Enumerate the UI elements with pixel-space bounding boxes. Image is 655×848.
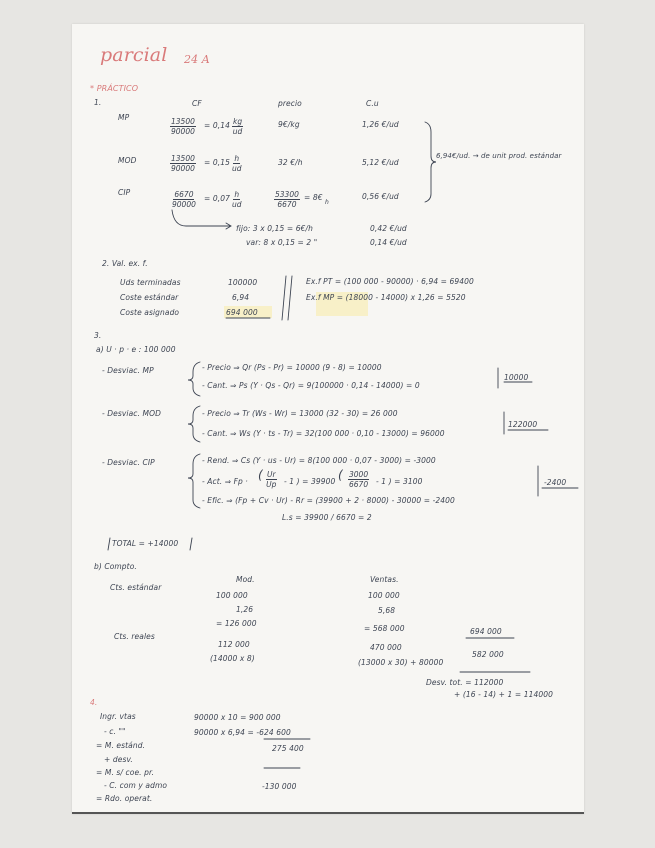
q1-row-mp-unit: $\frac{kg}{ud}$ — [232, 117, 243, 136]
q3-cip-paren-open: ( — [338, 468, 343, 482]
exam-code: 24 A — [184, 53, 210, 66]
q1-row-cip-unit: $\frac{h}{ud}$ — [232, 190, 242, 209]
q4-row-label: = Rdo. operat. — [96, 794, 153, 803]
q4-row-label: + desv. — [104, 755, 133, 764]
q1-row-mp-label: MP — [118, 113, 130, 122]
q3-mod-precio: - Precio ⇒ Tr (Ws - Wr) = 13000 (32 - 30) = 26 000 — [202, 409, 398, 418]
q4-row-label: Ingr. vtas — [100, 712, 136, 721]
q1-brace-note: 6,94€/ud. → de unit prod. estándar — [436, 152, 562, 160]
q1-row-cip-precio-fraction: $\frac{53300}{6670}$ — [275, 190, 299, 209]
q4-row-label: - C. com y admo — [104, 781, 168, 790]
brace-q3-cip — [188, 454, 200, 508]
q1-row-cip-label: CIP — [118, 188, 131, 197]
q3-cip-act: - Act. ⇒ Fp · — [202, 477, 248, 486]
q3b-ventas2-line: 470 000 — [370, 643, 402, 652]
page-title: parcial — [100, 44, 168, 66]
q3-mod-total: 122000 — [508, 420, 538, 429]
q1-row-mod-cu: 5,12 €/ud — [362, 158, 399, 167]
q3-cip-efic: - Efic. ⇒ (Fp + Cv · Ur) - Rr = (39900 + 2 · 8000) - 30000 = -2400 — [202, 496, 455, 505]
q3-mp-label: - Desviac. MP — [102, 366, 154, 375]
q3-cip-total: -2400 — [544, 478, 567, 487]
q1-row-mp-result: = 0,14 — [204, 121, 230, 130]
q4-row-calc: 90000 x 6,94 = -624 600 — [194, 728, 291, 737]
q4-row-calc: -130 000 — [262, 782, 297, 791]
q3a-title: a) U · p · e : 100 000 — [96, 345, 176, 354]
q3-number: 3. — [94, 331, 102, 340]
q1-row-mp-fraction: $\frac{13500}{90000}$ — [171, 117, 195, 136]
q3-cip-act-mid: - 1 ) = 39900 — [284, 477, 336, 486]
q3-cip-paren-open: ( — [258, 468, 263, 482]
q3b-ventas-line: = 568 000 — [364, 624, 405, 633]
brace-q3-mp — [188, 362, 200, 396]
q3b-title: b) Compto. — [94, 562, 137, 571]
q3-mod-label: - Desviac. MOD — [102, 409, 161, 418]
brace-q1 — [425, 122, 436, 202]
q1-row-cip-cu: 0,56 €/ud — [362, 192, 399, 201]
q2-row-label: Uds terminadas — [120, 278, 181, 287]
q3b-row-estandar-label: Cts. estándar — [110, 583, 162, 592]
q2-row-label: Coste estándar — [120, 293, 179, 302]
q1-row-cip-precio-unit: h — [325, 199, 329, 206]
q3b-desv2: + (16 - 14) + 1 = 114000 — [454, 690, 553, 699]
q4-number: 4. — [90, 698, 98, 707]
q4-row-label: - c. "" — [104, 727, 126, 736]
q2-exf-mp: Ex.f MP = (18000 - 14000) x 1,26 = 5520 — [306, 293, 466, 302]
q3-cip-act-fraction: $\frac{3000}{6670}$ — [349, 470, 369, 489]
q1-row-mp-cu: 1,26 €/ud — [362, 120, 399, 129]
arrow-q1 — [172, 210, 230, 226]
q3-mod-cantidad: - Cant. ⇒ Ws (Y · ts - Tr) = 32(100 000 · 0,10 - 13000) = 96000 — [202, 429, 445, 438]
q3-cip-ratio: $\frac{Ur}{Up}$ — [266, 470, 277, 489]
q3b-col-ventas: Ventas. — [370, 575, 399, 584]
q1-row-mod-label: MOD — [118, 156, 137, 165]
q2-row-value: 6,94 — [232, 293, 250, 302]
q3b-ventas-line: 5,68 — [378, 606, 396, 615]
q1-fijo: fijo: 3 x 0,15 = 6€/h — [236, 224, 313, 233]
q1-col-precio: precio — [278, 99, 302, 108]
q3b-mod-line: = 126 000 — [216, 619, 257, 628]
q2-title: 2. Val. ex. f. — [102, 259, 148, 268]
q3-mp-total: 10000 — [504, 373, 529, 382]
q3-cip-act-end: - 1 ) = 3100 — [376, 477, 423, 486]
q3-cip-label: - Desviac. CIP — [102, 458, 155, 467]
q3b-ventas2-line: (13000 x 30) + 80000 — [358, 658, 444, 667]
q4-row-label: = M. s/ coe. pr. — [96, 768, 154, 777]
q4-row-calc: 90000 x 10 = 900 000 — [194, 713, 281, 722]
q1-row-cip-fraction: $\frac{6670}{90000}$ — [172, 190, 196, 209]
q3b-mod-line: 100 000 — [216, 591, 248, 600]
q3-grand-total: TOTAL = +14000 — [112, 539, 179, 548]
q1-row-mod-fraction: $\frac{13500}{90000}$ — [171, 154, 195, 173]
q3-mp-precio: - Precio ⇒ Qr (Ps - Pr) = 10000 (9 - 8) = 10000 — [202, 363, 382, 372]
q4-row-calc: 275 400 — [272, 744, 304, 753]
q3b-right-value: 582 000 — [472, 650, 504, 659]
divider-q2 — [282, 276, 286, 320]
q3b-ventas-line: 100 000 — [368, 591, 400, 600]
q1-row-cip-result: = 0,07 — [204, 194, 230, 203]
q1-row-cip-precio-result: = 8€ — [304, 193, 323, 202]
q2-exf-pt: Ex.f PT = (100 000 - 90000) · 6,94 = 69400 — [306, 277, 474, 286]
brace-q3-mod — [188, 406, 200, 442]
q3-cip-ls: L.s = 39900 / 6670 = 2 — [282, 513, 372, 522]
q1-col-cu: C.u — [366, 99, 379, 108]
q1-row-mp-precio: 9€/kg — [278, 120, 300, 129]
q3b-mod2-line: 112 000 — [218, 640, 250, 649]
q3b-row-reales-label: Cts. reales — [114, 632, 155, 641]
q1-row-mod-unit: $\frac{h}{ud}$ — [232, 154, 242, 173]
q2-row-value: 694 000 — [226, 308, 258, 317]
q3-mp-cantidad: - Cant. ⇒ Ps (Y · Qs - Qr) = 9(100000 · 0,14 - 14000) = 0 — [202, 381, 420, 390]
q3b-desv: Desv. tot. = 112000 — [426, 678, 504, 687]
q1-var: var: 8 x 0,15 = 2 " — [246, 238, 318, 247]
q3b-col-mod: Mod. — [236, 575, 255, 584]
q1-row-mod-precio: 32 €/h — [278, 158, 303, 167]
q2-row-label: Coste asignado — [120, 308, 180, 317]
q4-row-label: = M. estánd. — [96, 741, 146, 750]
q3b-mod2-line: (14000 x 8) — [210, 654, 255, 663]
q3b-right-top: 694 000 — [470, 627, 502, 636]
q3-cip-rend: - Rend. ⇒ Cs (Y · us - Ur) = 8(100 000 · 0,07 - 3000) = -3000 — [202, 456, 436, 465]
q1-number: 1. — [94, 98, 102, 107]
q1-fijo-value: 0,42 €/ud — [370, 224, 407, 233]
q2-row-value: 100000 — [228, 278, 258, 287]
q1-row-mod-result: = 0,15 — [204, 158, 230, 167]
q1-col-cf: CF — [192, 99, 202, 108]
q1-var-value: 0,14 €/ud — [370, 238, 407, 247]
q3b-mod-line: 1,26 — [236, 605, 254, 614]
section-practico: * PRÁCTICO — [90, 84, 139, 93]
